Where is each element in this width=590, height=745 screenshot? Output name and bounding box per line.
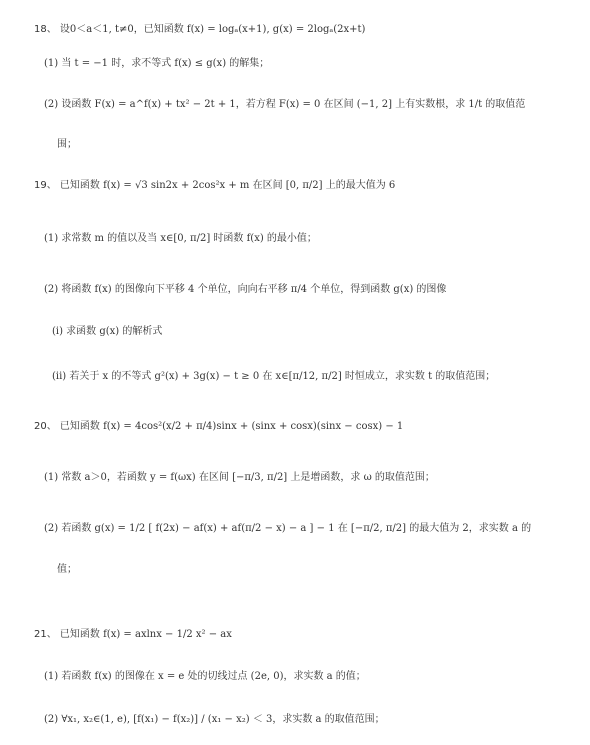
problem-21-part-1: (1) 若函数 f(x) 的图像在 x = e 处的切线过点 (2e, 0)，求实数 a 的值； — [44, 671, 366, 682]
problem-21-part-2: (2) ∀x₁, x₂∈(1, e), [f(x₁) − f(x₂)] / (x₁ − x₂) ＜ 3，求实数 a 的取值范围； — [44, 714, 385, 725]
problem-19-text: 已知函数 f(x) = √3 sin2x + 2cos²x + m 在区间 [0, π/2] 上的最大值为 6 — [59, 180, 396, 191]
problem-20-part-2: (2) 若函数 g(x) = 1/2 [ f(2x) − af(x) + af(π/2 − x) − a ] − 1 在 [−π/2, π/2] 的最大值为 2，求实数 a 的 — [44, 523, 532, 534]
problem-19-part-2: (2) 将函数 f(x) 的图像向下平移 4 个单位，向向右平移 π/4 个单位，得到函数 g(x) 的图像 — [44, 284, 447, 295]
problem-19-stem — [34, 179, 590, 193]
problem-20-part-2-continued: 值； — [57, 564, 77, 575]
problem-19-part-2-i: (i) 求函数 g(x) 的解析式 — [52, 326, 163, 337]
problem-21-text: 已知函数 f(x) = axlnx − 1/2 x² − ax — [59, 629, 232, 640]
problem-20-stem — [34, 420, 590, 434]
problem-19-part-1: (1) 求常数 m 的值以及当 x∈[0, π/2] 时函数 f(x) 的最小值； — [44, 233, 317, 244]
problem-19-part-2-ii: (ii) 若关于 x 的不等式 g²(x) + 3g(x) − t ≥ 0 在 x∈[π/12, π/2] 时恒成立，求实数 t 的取值范围； — [52, 371, 496, 382]
problem-18-stem — [34, 23, 590, 37]
problem-20-part-1: (1) 常数 a＞0，若函数 y = f(ωx) 在区间 [−π/3, π/2] 上是增函数，求 ω 的取值范围； — [44, 472, 435, 483]
problem-18-part-1: (1) 当 t = −1 时，求不等式 f(x) ≤ g(x) 的解集； — [44, 58, 270, 69]
problem-18-part-2: (2) 设函数 F(x) = a^f(x) + tx² − 2t + 1，若方程 F(x) = 0 在区间 (−1, 2] 上有实数根，求 1/t 的取值范 — [44, 99, 526, 110]
problem-20-number: 20、 — [34, 421, 57, 432]
problem-21-number: 21、 — [34, 629, 57, 640]
problem-20-text: 已知函数 f(x) = 4cos²(x/2 + π/4)sinx + (sinx + cosx)(sinx − cosx) − 1 — [59, 421, 404, 432]
problem-18-number: 18、 — [34, 24, 57, 35]
problem-18-text: 设0＜a＜1, t≠0，已知函数 f(x) = logₐ(x+1), g(x) = 2logₐ(2x+t) — [59, 24, 366, 35]
problem-18-part-2-continued: 围； — [57, 139, 77, 150]
problem-19-number: 19、 — [34, 180, 57, 191]
problem-21-stem — [34, 628, 590, 642]
